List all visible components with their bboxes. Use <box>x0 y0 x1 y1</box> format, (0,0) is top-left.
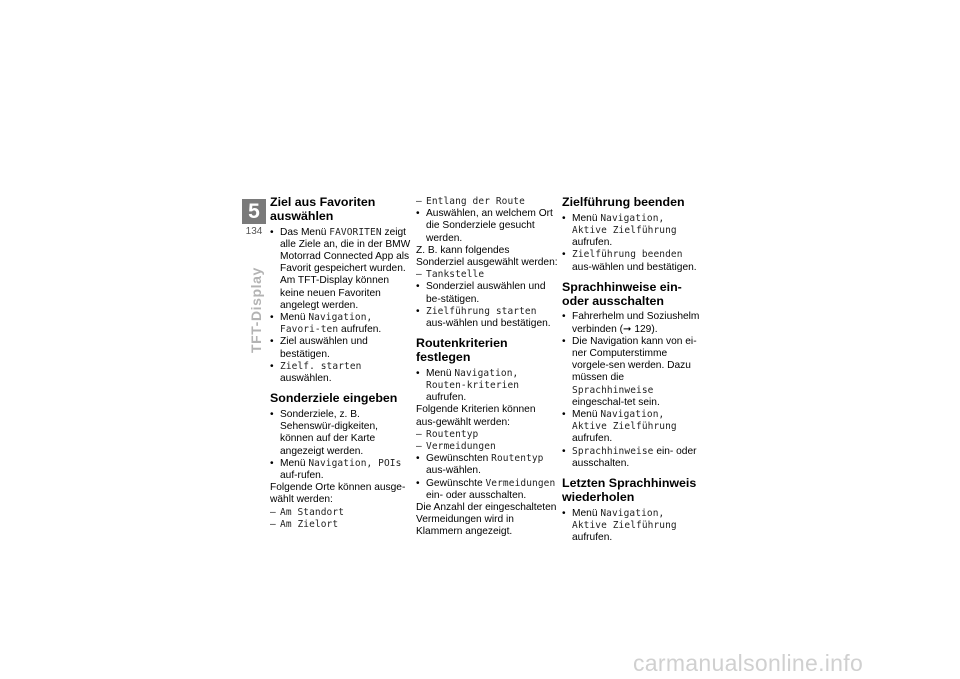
list-item: • Zielführung starten aus-wählen und bestätigen. <box>416 306 558 330</box>
route-options-list <box>416 453 558 502</box>
paragraph: Folgende Orte können ausge-wählt werden: <box>270 482 406 506</box>
list-item: • Menü Navigation, Aktive Zielführung aufrufen. <box>562 213 704 250</box>
pois-list <box>270 409 412 482</box>
paragraph: Folgende Kriterien können aus-gewählt werden: <box>416 404 536 428</box>
dash-item: – Vermeidungen <box>416 441 558 453</box>
menu-code: Navigation, POIs <box>308 457 402 469</box>
heading-favorites: Ziel aus Favoriten auswählen <box>270 195 376 223</box>
dash-item: – Entlang der Route <box>416 196 558 208</box>
list-item: • Menü Navigation, Routen-kriterien aufrufen. <box>416 368 558 405</box>
poi-confirm-list <box>416 281 558 330</box>
route-criteria-list <box>416 368 558 405</box>
dash-list <box>416 429 558 453</box>
menu-code: Navigation, Aktive Zielführung <box>572 409 677 433</box>
menu-code: Zielf. starten <box>280 360 362 372</box>
list-item: • Zielführung beenden aus-wählen und bestätigen. <box>562 249 704 273</box>
list-item: • Sprachhinweise ein- oder ausschalten. <box>562 446 704 470</box>
dash-item: – Am Zielort <box>270 519 412 531</box>
list-item: • Gewünschte Vermeidungen ein- oder ausschalten. <box>416 478 558 502</box>
page-number: 134 <box>245 226 263 237</box>
end-guidance-list <box>562 213 704 274</box>
list-item: • Menü Navigation, POIs auf-rufen. <box>270 458 412 482</box>
list-item: • Menü Navigation, Aktive Zielführung aufrufen. <box>562 508 704 545</box>
list-item: • Die Navigation kann von ei-ner Computerstimme vorgele-sen werden. Dazu müssen die Sprachhinweise eingeschal-tet sein. <box>562 336 704 409</box>
paragraph: Die Anzahl der eingeschalteten Vermeidungen wird in Klammern angezeigt. <box>416 502 557 538</box>
menu-code: Navigation, Aktive Zielführung <box>572 212 677 236</box>
dash-item: – Routentyp <box>416 429 558 441</box>
column-1 <box>270 196 412 531</box>
dash-list <box>416 196 558 208</box>
menu-code: Navigation, Routen-kriterien <box>426 367 520 392</box>
menu-code: FAVORITEN <box>329 226 382 238</box>
chapter-side-title: TFT-Display <box>248 267 264 353</box>
menu-code: Vermeidungen <box>485 477 556 489</box>
heading-voice-prompts: Sprachhinweise ein- oder ausschalten <box>562 279 682 308</box>
poi-steps-list <box>416 208 558 245</box>
column-3 <box>562 196 704 544</box>
list-item: • Sonderziel auswählen und be-stätigen. <box>416 281 558 305</box>
list-item: • Sonderziele, z. B. Sehenswür-digkeiten, können auf der Karte angezeigt werden. <box>270 409 412 458</box>
list-item: • Das Menü FAVORITEN zeigt alle Ziele an, die in der BMW Motorrad Connected App als Favorit gespeichert wurden. Am TFT-Display können keine neuen Favoriten angelegt werden. <box>270 227 412 312</box>
paragraph: Z. B. kann folgendes Sonderziel ausgewählt werden: <box>416 244 558 269</box>
list-item: • Ziel auswählen und bestätigen. <box>270 336 412 360</box>
heading-route-criteria: Routenkriterien festlegen <box>416 336 508 365</box>
menu-code: Sprachhinweise <box>572 445 654 457</box>
list-item: • Fahrerhelm und Soziushelm verbinden (➞ 129). <box>562 311 704 335</box>
heading-pois: Sonderziele eingeben <box>270 391 398 406</box>
column-2 <box>416 196 558 539</box>
dash-list <box>270 507 412 531</box>
dash-list <box>416 269 558 281</box>
list-item: • Zielf. starten auswählen. <box>270 361 412 385</box>
dash-item: – Tankstelle <box>416 269 558 281</box>
menu-code: Routentyp <box>491 453 544 465</box>
heading-end-guidance: Zielführung beenden <box>562 195 685 209</box>
list-item: • Menü Navigation, Favori-ten aufrufen. <box>270 312 412 336</box>
menu-code: Navigation, Aktive Zielführung <box>572 507 677 531</box>
list-item: • Auswählen, an welchem Ort die Sonderziele gesucht werden. <box>416 208 558 245</box>
watermark-text: carmanualsonline.info <box>633 650 864 676</box>
voice-prompts-list <box>562 311 704 470</box>
list-item: • Menü Navigation, Aktive Zielführung aufrufen. <box>562 409 704 446</box>
heading-repeat-prompt: Letzten Sprachhinweis wiederholen <box>562 476 697 504</box>
dash-item: – Am Standort <box>270 507 412 519</box>
chapter-number-box: 5 <box>242 199 266 224</box>
menu-code: Zielführung starten <box>426 305 537 317</box>
favorites-list <box>270 227 412 386</box>
menu-code: Navigation, Favori-ten <box>280 312 373 336</box>
repeat-prompt-list <box>562 508 704 545</box>
list-item: • Gewünschten Routentyp aus-wählen. <box>416 453 558 477</box>
menu-code: Zielführung beenden <box>572 249 683 261</box>
menu-code: Sprachhinweise <box>572 384 654 396</box>
